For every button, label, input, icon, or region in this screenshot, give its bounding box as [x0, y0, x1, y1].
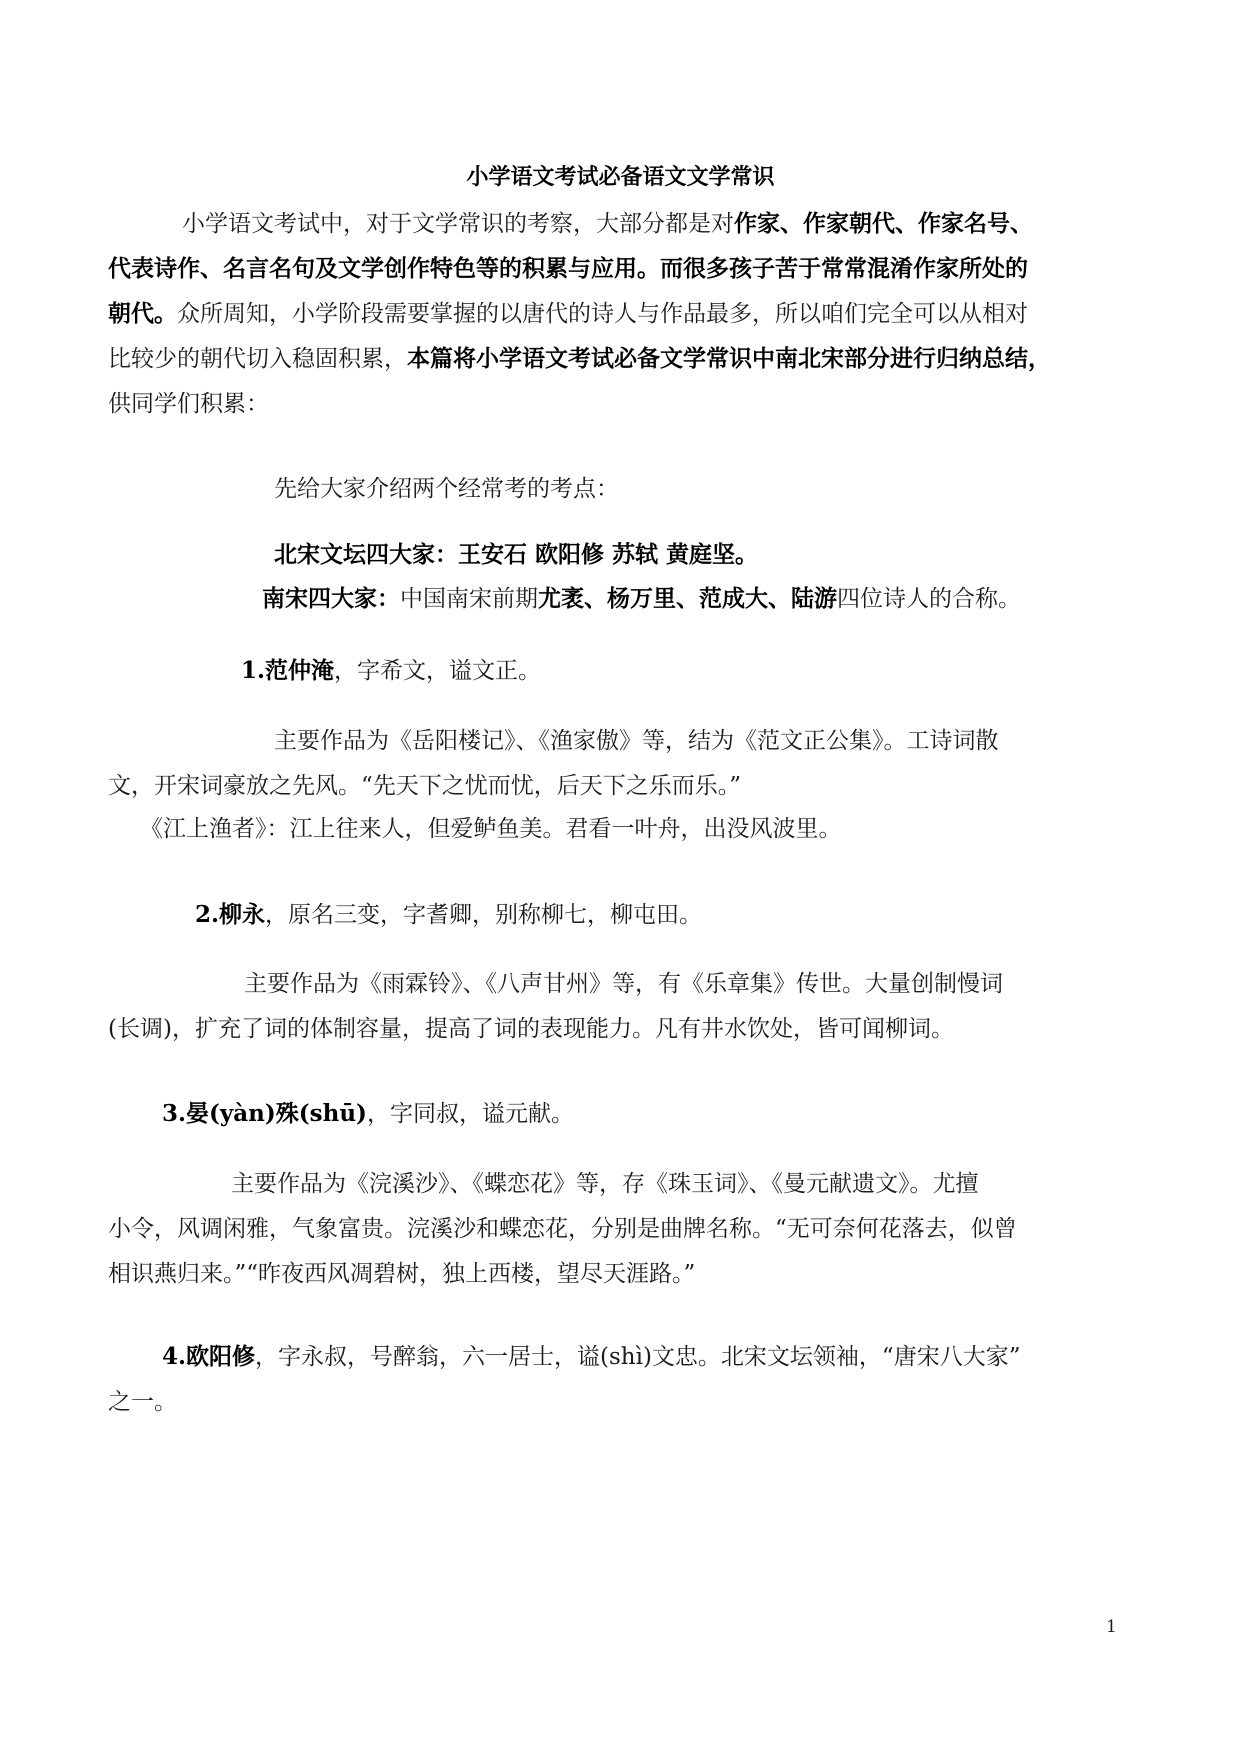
author-info: ，字永叔，号醉翁，六一居士，谥(shì)文忠。北宋文坛领袖，“唐宋八大家” — [255, 1344, 1021, 1370]
intro-bold-text: 代表诗作、名言名句及文学创作特色等的积累与应用 — [108, 255, 637, 282]
section-body-line: 相识燕归来。”“昨夜西风凋碧树，独上西楼，望尽天涯路。” — [108, 1261, 696, 1287]
nansong-text: 四位诗人的合称。 — [837, 586, 1021, 612]
section-body-line: (长调)，扩充了词的体制容量，提高了词的表现能力。凡有井水饮处，皆可闻柳词。 — [108, 1016, 954, 1042]
intro-bold-text: 朝代。 — [108, 300, 177, 327]
section-heading-liu-yong — [195, 900, 702, 930]
nansong-text: 中国南宋前期 — [400, 586, 538, 612]
intro-bold-text: 本篇将小学语文考试必备文学常识中南北宋部分进行归纳总结， — [407, 345, 1051, 372]
section-body-line: 《江上渔者》：江上往来人，但爱鲈鱼美。君看一叶舟，出没风波里。 — [140, 816, 842, 842]
intro-text: 比较少的朝代切入稳固积累， — [108, 346, 407, 372]
page-title: 小学语文考试必备语文文学常识 — [466, 164, 775, 190]
intro-bold-text: 。而很多孩子苦于常常混淆作家所处的 — [637, 255, 1028, 282]
intro-text: 小学语文考试中，对于文学常识的考察，大部分都是对 — [182, 211, 734, 237]
intro-text: 众所周知，小学阶段需要掌握的以唐代的诗人与作品最多，所以咱们完全可以从相对 — [177, 301, 1028, 327]
section-body-line: 之一。 — [108, 1389, 177, 1415]
nansong-label: 南宋四大家： — [262, 585, 400, 612]
section-body-line: 主要作品为《岳阳楼记》、《渔家傲》等，结为《范文正公集》。工诗词散 — [274, 728, 999, 754]
section-body-line: 主要作品为《雨霖铃》、《八声甘州》等，有《乐章集》传世。大量创制慢词 — [244, 971, 1003, 997]
author-info: ，原名三变，字耆卿，别称柳七，柳屯田。 — [265, 902, 703, 928]
author-name: 1.范仲淹 — [241, 657, 335, 684]
section-heading-ouyang-xiu — [162, 1342, 1020, 1372]
page-number: 1 — [1106, 1617, 1117, 1637]
author-info: ，字希文，谥文正。 — [334, 658, 542, 684]
points-intro: 先给大家介绍两个经常考的考点： — [274, 476, 619, 502]
beisong-four-masters: 北宋文坛四大家：王安石 欧阳修 苏轼 黄庭坚。 — [274, 541, 759, 568]
intro-line-2 — [108, 254, 1028, 284]
nansong-names: 尤袤、杨万里、范成大、陆游 — [538, 585, 837, 612]
author-name: 4.欧阳修 — [162, 1343, 256, 1370]
intro-line-5: 供同学们积累： — [108, 391, 269, 417]
intro-bold-text: 作家、作家朝代、作家名号、 — [734, 210, 1033, 237]
author-name: 3.晏(yàn)殊(shū) — [162, 1100, 367, 1127]
section-heading-fan-zhongyan — [241, 656, 541, 686]
section-heading-yan-shu — [162, 1099, 574, 1129]
section-body-line: 主要作品为《浣溪沙》、《蝶恋花》等，存《珠玉词》、《曼元献遗文》。尤擅 — [231, 1171, 979, 1197]
intro-line-3 — [108, 299, 1028, 329]
author-info: ，字同叔，谥元献。 — [366, 1101, 574, 1127]
section-body-line: 小令，风调闲雅，气象富贵。浣溪沙和蝶恋花，分别是曲牌名称。“无可奈何花落去，似曾 — [108, 1216, 1017, 1242]
author-name: 2.柳永 — [195, 901, 266, 928]
section-body-line: 文，开宋词豪放之先风。“先天下之忧而忧，后天下之乐而乐。” — [108, 773, 742, 799]
nansong-four-masters — [262, 584, 1021, 614]
intro-line-4 — [108, 344, 1051, 374]
intro-line-1 — [182, 209, 1033, 239]
